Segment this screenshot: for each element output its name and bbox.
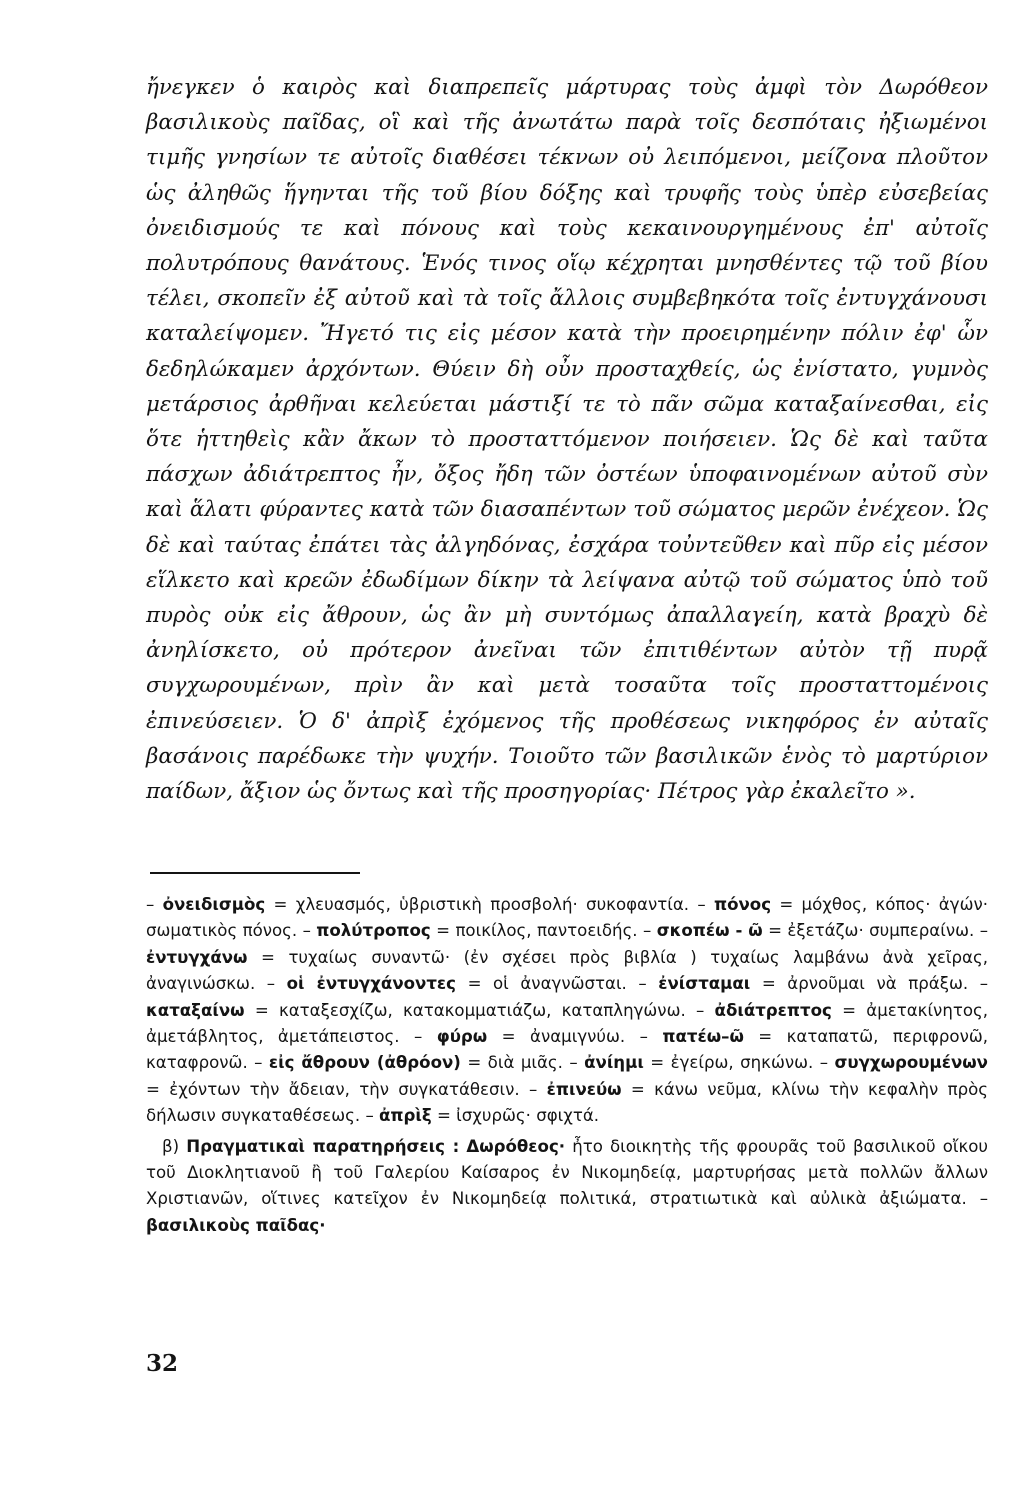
glossary-term: καταξαίνω bbox=[146, 1000, 245, 1020]
glossary-term: φύρω bbox=[436, 1027, 488, 1047]
glossary-definition: ποικίλος, παντοειδής. bbox=[455, 921, 638, 941]
glossary-term: πόνος bbox=[713, 895, 772, 914]
page-number: 32 bbox=[146, 1350, 179, 1377]
glossary-definition: χλευασμός, ὑβριστικὴ προσβολή· συκοφαντία. bbox=[295, 895, 690, 914]
glossary-definition: οἱ ἀναγνῶσται. bbox=[493, 974, 627, 994]
glossary-definition: διὰ μιᾶς. bbox=[487, 1053, 563, 1073]
remarks-term-dorotheos: Δωρόθεος· bbox=[466, 1136, 566, 1156]
glossary-term: ὀνειδισμὸς bbox=[162, 895, 266, 914]
glossary-definition: ἐγείρω, σηκώνω. bbox=[670, 1053, 814, 1073]
glossary-definition: ἰσχυρῶς· σφιχτά. bbox=[456, 1106, 600, 1126]
glossary-paragraph: – ὀνειδισμὸς = χλευασμός, ὑβριστικὴ προσβολή· συκοφαντία. – πόνος = μόχθος, κόπος· ἀγών· σωματικὸς πόνος. – πολύτροπος = ποικίλος, παντοειδής. – σκοπέω - ῶ = ἐξετάζω· συμπεραίνω. – ἐντυγχάνω = τυχαίως συναντῶ· (ἐν σχέσει πρὸς βιβλία ) τυχαίως λαμβάνω ἀνὰ χεῖρας, ἀναγινώσκω. – οἱ ἐντυγχάνοντες = οἱ ἀναγνῶσται. – ἐνίσταμαι = ἀρνοῦμαι νὰ πράξω. – καταξαίνω = καταξεσχίζω, κατακομματιάζω, καταπληγώνω. – ἀδιάτρεπτος = ἀμετακίνητος, ἀμετάβλητος, ἀμετάπειστος. – φύρω = ἀναμιγνύω. – πατέω–ῶ = καταπατῶ, περιφρονῶ, καταφρονῶ. – εἰς ἄθρουν (ἀθρόον) = διὰ μιᾶς. – ἀνίημι = ἐγείρω, σηκώνω. – συγχωρουμένων = ἐχόντων τὴν ἄδειαν, τὴν συγκατάθεσιν. – ἐπινεύω = κάνω νεῦμα, κλίνω τὴν κεφαλὴν πρὸς δήλωσιν συγκαταθέσεως. – ἀπρὶξ = ἰσχυρῶς· σφιχτά. bbox=[146, 895, 989, 1126]
glossary-definition: ἀρνοῦμαι νὰ πράξω. bbox=[787, 974, 969, 994]
glossary-term: οἱ ἐντυγχάνοντες bbox=[286, 974, 456, 994]
glossary-term: πολύτροπος bbox=[316, 921, 431, 941]
glossary-term: ἀνίημι bbox=[584, 1053, 644, 1073]
glossary-term: συγχωρουμένων bbox=[834, 1053, 988, 1073]
main-text-block bbox=[146, 70, 988, 809]
glossary-term: εἰς ἄθρουν (ἀθρόον) bbox=[268, 1053, 461, 1073]
glossary-definition: ἐχόντων τὴν ἄδειαν, τὴν συγκατάθεσιν. bbox=[169, 1079, 520, 1099]
glossary-term: ἐνίσταμαι bbox=[658, 974, 751, 994]
main-paragraph: ἤνεγκεν ὁ καιρὸς καὶ διαπρεπεῖς μάρτυρας τοὺς ἀμφὶ τὸν Δωρόθεον βασιλικοὺς παῖδας, οἳ καὶ τῆς ἀνωτάτω παρὰ τοῖς δεσπόταις ἠξιωμένοι τιμῆς γνησίων τε αὐτοῖς διαθέσει τέκνων οὐ λειπόμενοι, μείζονα πλοῦτον ὡς ἀληθῶς ἥγηνται τῆς τοῦ βίου δόξης καὶ τρυφῆς τοὺς ὑπὲρ εὐσεβείας ὀνειδισμούς τε καὶ πόνους καὶ τοὺς κεκαινουργημένους ἐπ' αὐτοῖς πολυτρόπους θανάτους. Ἑνός τινος οἵῳ κέχρηται μνησθέντες τῷ τοῦ βίου τέλει, σκοπεῖν ἐξ αὐτοῦ καὶ τὰ τοῖς ἄλλοις συμβεβηκότα τοῖς ἐντυγχάνουσι καταλείψομεν. Ἤγετό τις εἰς μέσον κατὰ τὴν προειρημένην πόλιν ἐφ' ὧν δεδηλώκαμεν ἀρχόντων. Θύειν δὴ οὖν προσταχθείς, ὡς ἐνίστατο, γυμνὸς μετάρσιος ἀρθῆναι κελεύεται μάστιξί τε τὸ πᾶν σῶμα καταξαίνεσθαι, εἰς ὅτε ἡττηθεὶς κἂν ἄκων τὸ προσταττόμενον ποιήσειεν. Ὡς δὲ καὶ ταῦτα πάσχων ἀδιάτρεπτος ἦν, ὄξος ἤδη τῶν ὀστέων ὑποφαινομένων αὐτοῦ σὺν καὶ ἅλατι φύραντες κατὰ τῶν διασαπέντων τοῦ σώματος μερῶν ἐνέχεον. Ὡς δὲ καὶ ταύτας ἐπάτει τὰς ἀλγηδόνας, ἐσχάρα τοὐντεῦθεν καὶ πῦρ εἰς μέσον εἵλκετο καὶ κρεῶν ἐδωδίμων δίκην τὰ λείψανα αὐτῷ τοῦ σώματος ὑπὸ τοῦ πυρὸς οὐκ εἰς ἄθρουν, ὡς ἂν μὴ συντόμως ἀπαλλαγείη, κατὰ βραχὺ δὲ ἀνηλίσκετο, οὐ πρότερον ἀνεῖναι τῶν ἐπιτιθέντων αὐτὸν τῇ πυρᾷ συγχωρουμένων, πρὶν ἂν καὶ μετὰ τοσαῦτα τοῖς προσταττομένοις ἐπινεύσειεν. Ὁ δ' ἀπρὶξ ἐχόμενος τῆς προθέσεως νικηφόρος ἐν αὐταῖς βασάνοις παρέδωκε τὴν ψυχήν. Τοιοῦτο τῶν βασιλικῶν ἑνὸς τὸ μαρτύριον παίδων, ἄξιον ὡς ὄντως καὶ τῆς προσηγορίας· Πέτρος γὰρ ἐκαλεῖτο ». bbox=[146, 75, 988, 805]
glossary-definition: καταπατῶ, περιφρονῶ, καταφρονῶ. bbox=[146, 1027, 989, 1073]
remarks-heading: Πραγματικαὶ παρατηρήσεις : bbox=[186, 1136, 460, 1156]
notes-block bbox=[146, 892, 988, 1239]
remarks-text: ἦτο διοικητὴς τῆς φρουρᾶς τοῦ βασιλικοῦ οἴκου τοῦ Διοκλητιανοῦ ἢ τοῦ Γαλερίου Καίσαρος ἐν Νικομηδείᾳ, μαρτυρήσας μετὰ πολλῶν ἄλλων Χριστιανῶν, οἵτινες κατεῖχον ἐν Νικομηδείᾳ πολιτικά, στρατιωτικὰ καὶ αὐλικὰ ἀξιώματα. – bbox=[146, 1136, 989, 1209]
glossary-definition: κάνω νεῦμα, κλίνω τὴν κεφαλὴν πρὸς δήλωσιν συγκαταθέσεως. bbox=[146, 1079, 988, 1126]
glossary-definition: τυχαίως συναντῶ· (ἐν σχέσει πρὸς βιβλία ) τυχαίως λαμβάνω ἀνὰ χεῖρας, ἀναγινώσκω. bbox=[146, 947, 988, 994]
glossary-definition: ἀναμιγνύω. bbox=[530, 1027, 626, 1047]
glossary-definition: μόχθος, κόπος· ἀγών· σωματικὸς πόνος. bbox=[146, 895, 989, 941]
glossary-definition: καταξεσχίζω, κατακομματιάζω, καταπληγώνω. bbox=[278, 1000, 686, 1020]
glossary-term: ἐπινεύω bbox=[546, 1079, 622, 1099]
glossary-term: ἀπρὶξ bbox=[379, 1106, 432, 1126]
glossary-definition: ἀμετακίνητος, ἀμετάβλητος, ἀμετάπειστος. bbox=[146, 1000, 988, 1047]
remarks-label: β) bbox=[162, 1136, 180, 1156]
glossary-term: σκοπέω - ῶ bbox=[656, 921, 763, 941]
remarks-term-basilikous: βασιλικοὺς παῖδας· bbox=[146, 1215, 326, 1235]
glossary-term: πατέω–ῶ bbox=[662, 1027, 744, 1047]
remarks-paragraph bbox=[146, 1134, 988, 1240]
glossary-definition: ἐξετάζω· συμπεραίνω. bbox=[787, 921, 975, 941]
footnote-rule bbox=[150, 872, 360, 874]
glossary-term: ἐντυγχάνω bbox=[146, 947, 248, 967]
glossary-term: ἀδιάτρεπτος bbox=[714, 1000, 832, 1020]
